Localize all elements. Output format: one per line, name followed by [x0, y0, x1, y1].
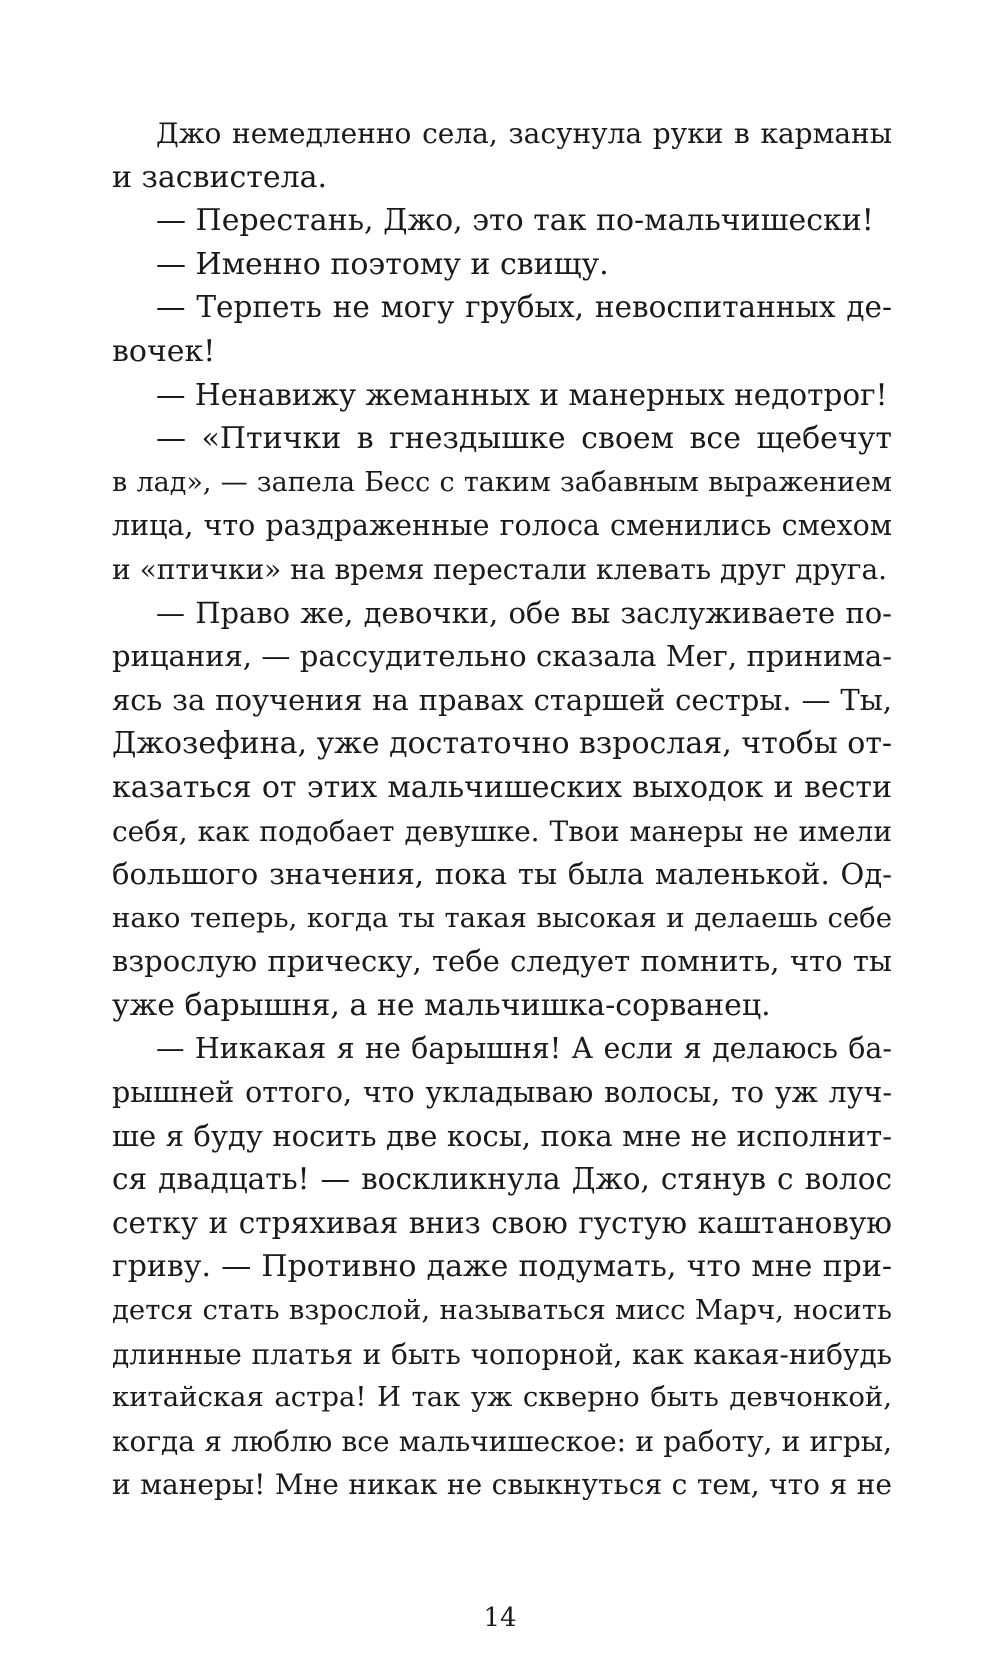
body-text — [112, 112, 892, 1507]
text-line: сетку и стряхивая вниз свою густую каштановую — [112, 1205, 892, 1240]
text-line: казаться от этих мальчишеских выходок и вести — [112, 769, 892, 805]
text-line: — Никакая я не барышня! А если я делаюсь ба- — [156, 1032, 892, 1066]
text-line: и засвистела. — [112, 159, 328, 195]
text-line: себя, как подобает девушке. Твои манеры не имели — [112, 814, 892, 848]
text-line: лица, что раздраженные голоса сменились смехом — [112, 509, 892, 543]
text-line: Джо немедленно села, засунула руки в карманы — [156, 117, 892, 150]
text-line: ясь за поучения на правах старшей сестры. — Ты, — [112, 682, 892, 717]
text-line: — Перестань, Джо, это так по-мальчишески! — [156, 203, 874, 239]
text-line: длинные платья и быть чопорной, как какая-нибудь — [112, 1337, 892, 1371]
text-line: ся двадцать! — воскликнула Джо, стянув с волос — [112, 1162, 892, 1197]
text-line: нако теперь, когда ты такая высокая и делаешь себе — [112, 901, 892, 934]
text-line: — Ненавижу жеманных и манерных недотрог! — [156, 377, 888, 412]
text-line: в лад», — запела Бесс с таким забавным выражением — [112, 466, 892, 498]
text-line: вочек! — [112, 333, 216, 369]
text-line: — Право же, девочки, обе вы заслуживаете по- — [156, 595, 892, 630]
text-line: взрослую прическу, тебе следует помнить, что ты — [112, 944, 892, 979]
text-line: ше я буду носить две косы, пока мне не исполнит- — [112, 1118, 892, 1153]
text-line: и манеры! Мне никак не свыкнуться с тем, что я не — [112, 1468, 892, 1502]
text-line: — Терпеть не могу грубых, невоспитанных де- — [156, 290, 892, 325]
text-line: Джозефина, уже достаточно взрослая, чтобы от- — [112, 726, 892, 762]
text-line: большого значения, пока ты была маленькой. Од- — [112, 857, 892, 892]
text-line: и «птички» на время перестали клевать друг друга. — [112, 552, 888, 586]
text-line: рицания, — рассудительно сказала Мег, принима- — [112, 639, 892, 674]
page-number: 14 — [483, 1603, 517, 1633]
text-line: китайская астра! И так уж скверно быть девчонкой, — [112, 1381, 892, 1414]
text-line: когда я люблю все мальчишеское: и работу, и игры, — [112, 1424, 892, 1458]
text-line: рышней оттого, что укладываю волосы, то уж луч- — [112, 1076, 892, 1110]
text-line: дется стать взрослой, называться мисс Марч, носить — [112, 1294, 892, 1327]
text-line: уже барышня, а не мальчишка-сорванец. — [112, 987, 771, 1023]
text-line: — Именно поэтому и свищу. — [156, 246, 609, 282]
text-line: гриву. — Противно даже подумать, что мне при- — [112, 1249, 892, 1285]
text-line: — «Птички в гнездышке своем все щебечут — [156, 421, 892, 457]
